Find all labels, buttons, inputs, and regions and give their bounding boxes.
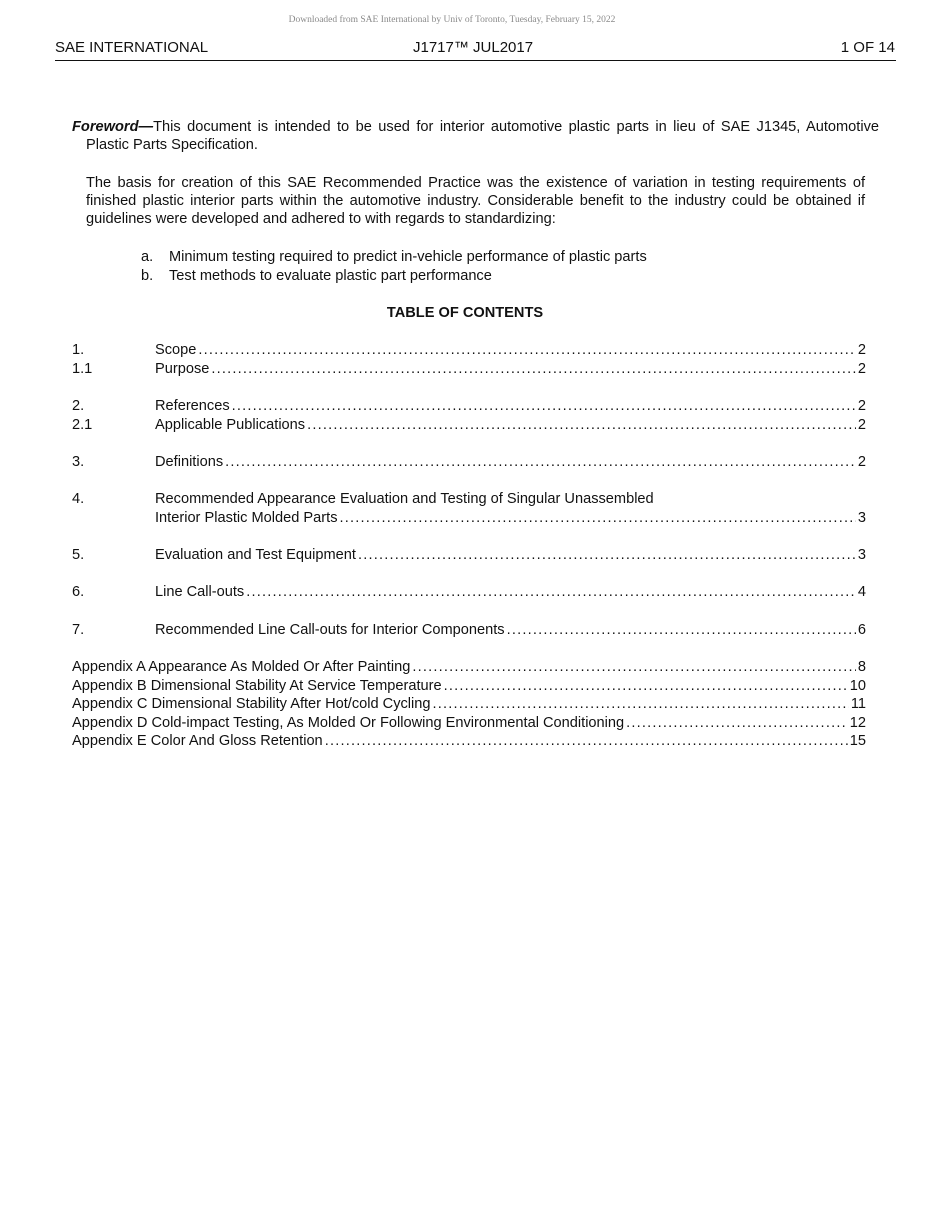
dot-leader: [340, 509, 856, 528]
toc-number: 4.: [72, 491, 85, 507]
toc-number: 7.: [72, 622, 85, 638]
toc-appendix-entry: [72, 658, 866, 677]
dot-leader: [198, 341, 855, 360]
dot-leader: [507, 621, 856, 640]
header-page-number: 1 OF 14: [840, 39, 895, 56]
toc-entry-title: Scope: [155, 342, 197, 358]
foreword-paragraph: [72, 118, 879, 154]
toc-page-number: 4: [857, 584, 866, 600]
dot-leader: [433, 695, 849, 714]
toc-page-number: 2: [857, 361, 866, 377]
toc-number: 5.: [72, 547, 85, 563]
toc-entry-title: Evaluation and Test Equipment: [155, 547, 356, 563]
appendix-page-number: 11: [850, 696, 866, 712]
toc-entry-title: Recommended Line Call-outs for Interior Components: [155, 622, 505, 638]
dot-leader: [412, 658, 856, 677]
toc-number: 6.: [72, 584, 85, 600]
appendix-title: Appendix B Dimensional Stability At Service Temperature: [72, 678, 442, 694]
list-item: [141, 267, 647, 286]
toc-entry: [72, 341, 866, 360]
appendix-title: Appendix D Cold-impact Testing, As Molded Or Following Environmental Conditioning: [72, 715, 625, 731]
list-item: [141, 248, 647, 267]
toc-appendix-entry: [72, 732, 866, 751]
page-header: [55, 38, 896, 61]
toc-entry-title-line1: Recommended Appearance Evaluation and Testing of Singular Unassembled: [155, 491, 654, 507]
foreword-lead: Foreword—: [72, 119, 154, 135]
list-marker: a.: [141, 249, 154, 265]
toc-page-number: 3: [857, 547, 866, 563]
toc-page-number: 2: [857, 342, 866, 358]
appendix-title: Appendix A Appearance As Molded Or After Painting: [72, 659, 411, 675]
toc-title: TABLE OF CONTENTS: [386, 305, 544, 321]
dot-leader: [307, 416, 856, 435]
toc-page-number: 2: [857, 398, 866, 414]
basis-paragraph: The basis for creation of this SAE Recommended Practice was the existence of variation in testing requirements of finished plastic interior parts within the automotive industry. Considerable benefit to the industry could be obtained if guidelines were developed and adhered to with regards to standardizing:: [86, 175, 865, 227]
dot-leader: [325, 732, 848, 751]
toc-entry: [72, 546, 866, 565]
toc-appendix-entry: [72, 695, 866, 714]
toc-entry: [72, 360, 866, 379]
header-document-id: J1717™ JUL2017: [413, 39, 534, 56]
appendix-title: Appendix E Color And Gloss Retention: [72, 733, 323, 749]
appendix-page-number: 10: [849, 678, 866, 694]
toc-entry: [72, 621, 866, 640]
appendix-title: Appendix C Dimensional Stability After Hot/cold Cycling: [72, 696, 431, 712]
toc-entry: [72, 453, 866, 472]
download-watermark: Downloaded from SAE International by Univ of Toronto, Tuesday, February 15, 2022: [288, 15, 616, 25]
toc-entry-title: Interior Plastic Molded Parts: [155, 510, 338, 526]
dot-leader: [444, 677, 848, 696]
header-organization: SAE INTERNATIONAL: [55, 39, 209, 56]
dot-leader: [246, 583, 856, 602]
toc-entry-title: Applicable Publications: [155, 417, 306, 433]
toc-entry-title: Line Call-outs: [155, 584, 245, 600]
toc-entry: [72, 416, 866, 435]
dot-leader: [225, 453, 856, 472]
toc-number: 2.1: [72, 417, 93, 433]
dot-leader: [232, 397, 856, 416]
toc-page-number: 3: [857, 510, 866, 526]
appendix-page-number: 15: [849, 733, 866, 749]
list-marker: b.: [141, 268, 154, 284]
toc-entry: [72, 583, 866, 602]
toc-number: 1.: [72, 342, 85, 358]
toc-entry-continuation: [72, 509, 866, 528]
dot-leader: [358, 546, 856, 565]
list-item-text: Test methods to evaluate plastic part performance: [169, 268, 492, 284]
dot-leader: [626, 714, 848, 733]
toc-entry-title: Purpose: [155, 361, 210, 377]
appendix-page-number: 8: [857, 659, 866, 675]
toc-page-number: 2: [857, 454, 866, 470]
toc-number: 3.: [72, 454, 85, 470]
toc-entry-title: References: [155, 398, 230, 414]
toc-entry: [72, 397, 866, 416]
appendix-page-number: 12: [849, 715, 866, 731]
toc-appendix-entry: [72, 714, 866, 733]
standardizing-list: [141, 248, 647, 286]
toc-entry-title: Definitions: [155, 454, 224, 470]
list-item-text: Minimum testing required to predict in-vehicle performance of plastic parts: [169, 249, 647, 265]
toc-number: 2.: [72, 398, 85, 414]
toc-appendix-entry: [72, 677, 866, 696]
toc-page-number: 2: [857, 417, 866, 433]
foreword-text: This document is intended to be used for interior automotive plastic parts in lieu of SAE J1345, Automotive Plastic Parts Specification.: [86, 119, 879, 153]
dot-leader: [211, 360, 856, 379]
toc-number: 1.1: [72, 361, 93, 377]
toc-page-number: 6: [857, 622, 866, 638]
